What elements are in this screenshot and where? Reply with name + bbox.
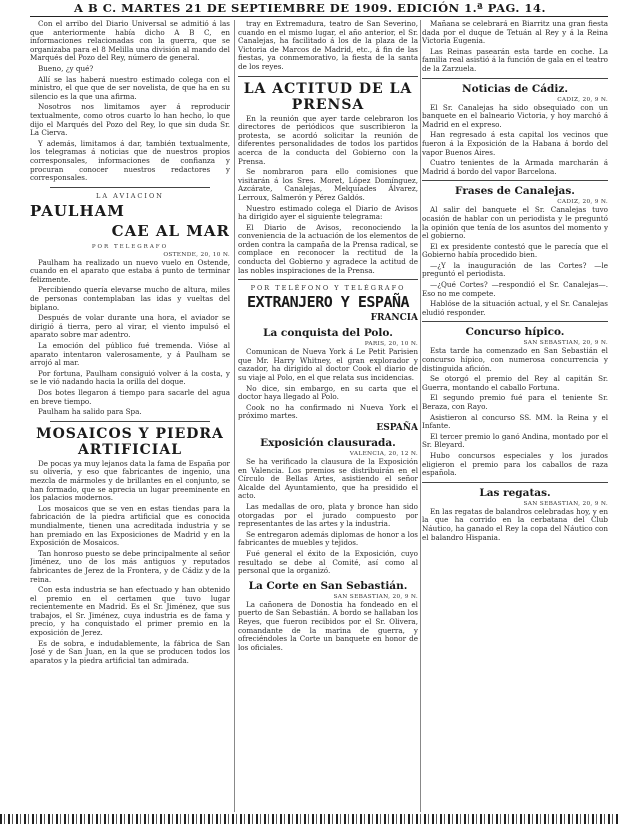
- column-rule-right: [420, 20, 421, 812]
- divider: [422, 180, 608, 181]
- dateline: OSTENDE, 20, 10 N.: [163, 251, 230, 258]
- headline-mosaicos: MOSAICOS Y PIEDRA ARTIFICIAL: [36, 425, 224, 458]
- dateline: SAN SEBASTIAN, 20, 9 N.: [523, 500, 608, 507]
- article-paragraph: Se entregaron además diplomas de honor a los fabricantes de muebles y tejidos.: [238, 529, 418, 548]
- article-paragraph: Se otorgó el premio del Rey al capitán Sr. Guerra, montando el caballo Fortuna.: [422, 374, 608, 392]
- section-label-espana: ESPAÑA: [376, 423, 418, 433]
- dateline: SAN SEBASTIAN, 20, 9 N.: [523, 340, 608, 347]
- divider: [422, 321, 608, 322]
- divider: [50, 187, 210, 188]
- intro-paragraph: Con el arribo del Diario Universal se admitió á las que anteriormente había dicho A B C, en informaciones relacionadas con la guerra, que se organizaba para el 8 Melilla una división al mando del Marqués del Pozo del Rey, número de general.: [30, 20, 230, 63]
- article-paragraph: El ex presidente contestó que le parecía que el Gobierno había procedido bien.: [422, 241, 608, 260]
- column-left: [30, 20, 230, 812]
- byline: POR TELEGRAFO: [91, 243, 169, 250]
- article-paragraph: El Diario de Avisos, reconociendo la conveniencia de la actuación de los elementos de orden contra la campaña de la Prensa radical, se complace en reconocer la rectitud de la conducta del Gobierno y agradece la actitud de las nobles inspiraciones de la Prensa.: [238, 222, 418, 275]
- article-paragraph: Es de sobra, e indudablemente, la fábrica de San José y de San Juan, en la que se producen todos los aparatos y la piedra artificial tan admirada.: [30, 638, 230, 665]
- column-middle: [238, 20, 418, 812]
- article-paragraph: Por fortuna, Paulham consiguió volver á la costa, y se le vió nadando hacia la orilla del doque.: [30, 368, 230, 387]
- headline-corte: La Corte en San Sebastián.: [248, 579, 408, 592]
- dateline: VALENCIA, 20, 12 N.: [349, 451, 418, 457]
- article-paragraph: Esta tarde ha comenzado en San Sebastián el concurso hípico, con numerosa concurrencia y distinguida afición.: [422, 346, 608, 373]
- dateline: CADIZ, 20, 9 N.: [557, 96, 608, 103]
- dateline: PARIS, 20, 10 N.: [364, 341, 418, 348]
- intro-paragraph: Nosotros nos limitamos ayer á reproducir textualmente, como otros cuarto lo han hecho, lo que dijo el Marqués del Pozo del Rey, lo que sin duda Sr. La Cierva.: [30, 102, 230, 138]
- article-paragraph: Hubo concursos especiales y los jurados eligieron el premio para los caballos de raza española.: [422, 450, 608, 478]
- section-label-francia: FRANCIA: [370, 313, 418, 324]
- headline-cae-al-mar: CAE AL MAR: [111, 221, 230, 240]
- divider: [50, 421, 210, 422]
- article-paragraph: —¿Qué Cortes? —respondió el Sr. Canalejas—. Eso no me compete.: [422, 280, 608, 298]
- article-paragraph: Fué general el éxito de la Exposición, cuyo resultado se debe al Comité, así como al personal que la organizó.: [238, 548, 418, 576]
- divider: [238, 279, 418, 280]
- divider: [422, 78, 608, 79]
- intro-paragraph: Bueno, ¿y qué?: [38, 63, 94, 73]
- headline-actitud-prensa: LA ACTITUD DE LA PRENSA: [243, 80, 413, 113]
- article-paragraph: Los mosaicos que se ven en estas tiendas para la fabricación de la piedra artificial que es conocida mundialmente, tienen una acreditada industria y se han premiado en las Exposiciones de Madrid y en la Exposición de Mosaicos.: [30, 503, 230, 548]
- article-paragraph: —¿Y la inauguración de las Cortes? —le preguntó el periodista.: [422, 260, 608, 279]
- column-right: [422, 20, 608, 812]
- divider: [238, 76, 418, 77]
- article-paragraph: De pocas ya muy lejanos data la fama de España por su olivería, y eso que fabricantes de ingenio, una mezcla de mármoles y de brillantes en el conjunto, se han formado, que se aprecia un lugar preeminente en los palacios modernos.: [30, 458, 230, 503]
- article-paragraph: El Sr. Canalejas ha sido obsequiado con un banquete en el balneario Victoria, y hoy marchó á Madrid en el expreso.: [422, 102, 608, 129]
- article-paragraph: Han regresado á esta capital los vecinos que fueron á la Exposición de la Habana á bordo del vapor Buenos Aires.: [422, 130, 608, 157]
- article-paragraph: La emoción del público fué tremenda. Vióse al aparato intentaron valerosamente, y á Paulham se arrojó al mar.: [30, 341, 230, 368]
- intro-paragraph: Las Reinas pasearán esta tarde en coche. La familia real asistió á la función de gala en el teatro de la Zarzuela.: [422, 46, 608, 73]
- scan-edge-strip: [0, 814, 620, 824]
- headline-concurso: Concurso hípico.: [465, 326, 565, 339]
- intro-paragraph: Allí se las haberá nuestro estimado colega con el ministro, el que que de ser novelista, de que ha en su silencio es la que una afirma.: [30, 74, 230, 101]
- dateline: SAN SEBASTIAN, 20, 9 N.: [333, 593, 418, 600]
- article-paragraph: En la reunión que ayer tarde celebraron los directores de periódicos que suscribieron la protesta, se acordó solicitar la reunión de diferentes personalidades de todos los partidos acerca de la conducta del Gobierno con la Prensa.: [238, 113, 418, 166]
- article-paragraph: Percibiendo quería elevarse mucho de altura, miles de personas contemplaban las idas y vueltas del biplano.: [30, 285, 230, 312]
- article-paragraph: Tan honroso puesto se debe principalmente al señor Jiménez, uno de los más antiguos y reputados fabricantes de Jerez de la Frontera, y de Cádiz y de la reina.: [30, 548, 230, 584]
- article-paragraph: Nuestro estimado colega el Diario de Avisos ha dirigido ayer el siguiente telegrama:: [238, 203, 418, 222]
- column-rule-left: [234, 20, 235, 812]
- divider: [422, 482, 608, 483]
- headline-regatas: Las regatas.: [479, 486, 551, 499]
- article-paragraph: Cook no ha confirmado ni Nueva York el próximo martes.: [238, 402, 418, 421]
- article-paragraph: Cuatro tenientes de la Armada marcharán á Madrid á bordo del vapor Barcelona.: [422, 158, 608, 176]
- article-paragraph: Comunican de Nueva York á Le Petit Parisien que Mr. Harry Whitney, el gran explorador y cazador, ha dirigido al doctor Cook el diario de su viaje al Polo, en el que relata sus incidencias.: [238, 347, 418, 383]
- article-paragraph: No dice, sin embargo, en su carta que el doctor haya llegado al Polo.: [238, 383, 418, 402]
- dateline: CADIZ, 20, 9 N.: [557, 199, 608, 206]
- headline-exposicion: Exposición clausurada.: [260, 437, 396, 449]
- intro-paragraph: tray en Extremadura, teatro de San Severino, cuando en el mismo lugar, el año anterior, el Sr. Canalejas, ha facilitado á los de la plaza de la Victoria de Marcos de Madrid, etc., á fin de las fiestas, ya conmemorativo, la fiesta de la santa de los reyes.: [238, 20, 418, 71]
- article-paragraph: Se nombraron para ello comisiones que visitarán á los Sres. Moret, López Domínguez, Azcárate, Canalejas, Melquíades Álvarez, Lerroux, Salmerón y Pérez Galdós.: [238, 167, 418, 202]
- article-paragraph: Paulham ha salido para Spa.: [38, 407, 142, 417]
- section-kicker-wire: POR TELÉFONO Y TELÉGRAFO: [250, 284, 406, 293]
- headline-polo: La conquista del Polo.: [263, 327, 393, 340]
- article-paragraph: Hablóse de la situación actual, y el Sr. Canalejas eludió responder.: [422, 299, 608, 317]
- article-paragraph: La cañonera de Donostia ha fondeado en el puerto de San Sebastián. A bordo se hallaban los Reyes, que fueron recibidos por el Sr. Olivera, comandante de la marina de guerra, y ofreciéndoles la Corte un banquete en honor de los oficiales.: [238, 599, 418, 652]
- article-paragraph: Al salir del banquete el Sr. Canalejas tuvo ocasión de hablar con un periodista y le preguntó la opinión que tenía de los asuntos del momento y el gobierno.: [422, 205, 608, 241]
- article-paragraph: El tercer premio lo ganó Andina, montado por el Sr. Bleyard.: [422, 431, 608, 450]
- article-paragraph: El segundo premio fué para el teniente Sr. Beraza, con Rayo.: [422, 393, 608, 411]
- article-paragraph: Se ha verificado la clausura de la Exposición en Valencia. Los premios se distribuirán en el Círculo de Bellas Artes, asistiendo el señor Alcalde del Ayuntamiento, que ha presidido el acto.: [238, 457, 418, 501]
- article-paragraph: Dos botes llegaron á tiempo para sacarle del agua en breve tiempo.: [30, 388, 230, 406]
- intro-paragraph: Mañana se celebrará en Biarritz una gran fiesta dada por el duque de Tetuán al Rey y á la Reina Victoria Eugenia.: [422, 20, 608, 46]
- article-paragraph: Después de volar durante una hora, el aviador se dirigió á tierra, pero al virar, el viento impulsó el aparato sobre mar adentro.: [30, 313, 230, 340]
- article-paragraph: Paulham ha realizado un nuevo vuelo en Ostende, cuando en el aparato que estaba á punto de terminar felizmente.: [30, 257, 230, 284]
- article-paragraph: Asistieron al concurso SS. MM. la Reina y el Infante.: [422, 412, 608, 431]
- article-paragraph: Con esta industria se han efectuado y han obtenido el premio en el certamen que tuvo lugar recientemente en Madrid. Es el Sr. Jiménez, que sus trabajos, el Sr. Jiménez, cuya industria es de fama y precio, y ha conquistado el primer premio en la exposición de Jerez.: [30, 585, 230, 638]
- header-rule: [30, 16, 608, 17]
- headline-cadiz: Noticias de Cádiz.: [462, 82, 568, 95]
- page-header: A B C. MARTES 21 DE SEPTIEMBRE DE 1909. EDICIÓN 1.ª PAG. 14.: [74, 1, 546, 15]
- intro-paragraph: Y además, limitamos á dar, también textualmente, los telegramas á noticias que de nuestros propios corresponsales, informaciones de confianza y procuran conocer nuestros redactores y corresponsales.: [30, 138, 230, 183]
- headline-paulham: PAULHAM: [30, 201, 125, 220]
- article-paragraph: En las regatas de balandros celebradas hoy, y en la que ha corrido en la cerbatana del Club Náutico, ha ganado el Rey la copa del Náutico con el balandro Hispania.: [422, 506, 608, 542]
- headline-extranjero: EXTRANJERO Y ESPAÑA: [246, 293, 410, 312]
- headline-canalejas: Frases de Canalejas.: [455, 185, 575, 198]
- article-paragraph: Las medallas de oro, plata y bronce han sido otorgadas por el jurado compuesto por representantes de las artes y la industria.: [238, 501, 418, 529]
- section-kicker-aviation: LA AVIACION: [96, 191, 164, 200]
